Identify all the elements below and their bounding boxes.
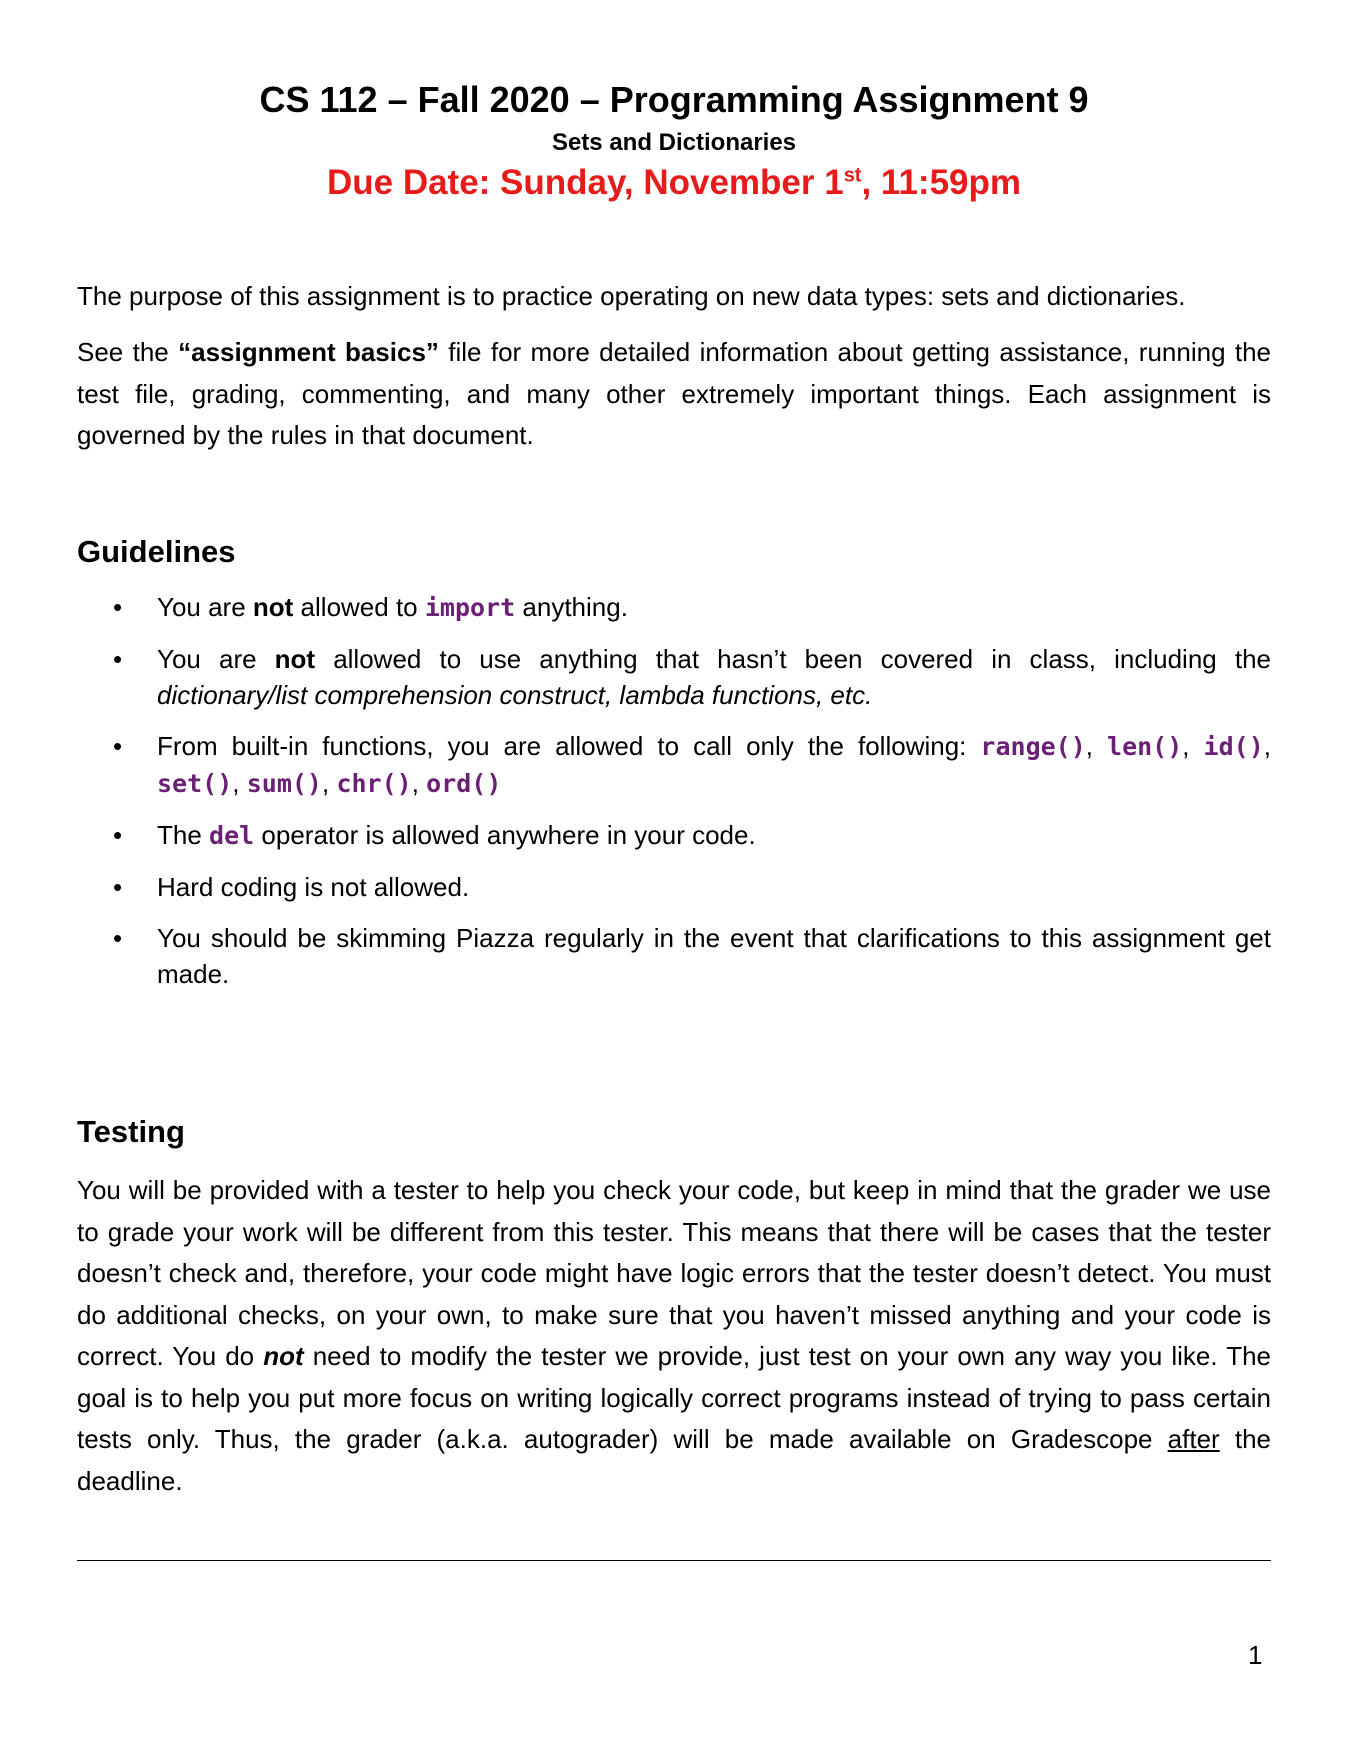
guideline-1-code: import: [424, 593, 516, 622]
bullet-icon: •: [113, 820, 123, 850]
builtin-len: len(): [1107, 732, 1183, 761]
page-number: 1: [1248, 1640, 1263, 1670]
bullet-icon: •: [113, 644, 123, 674]
testing-text-c: the deadline.: [77, 1424, 1271, 1496]
builtin-sep: ,: [411, 768, 427, 798]
guideline-item: [77, 817, 1271, 854]
assignment-subtitle: Sets and Dictionaries: [551, 129, 797, 156]
builtin-chr: chr(): [336, 769, 412, 798]
guideline-2-pre: You are: [157, 644, 275, 674]
basics-pre: See the: [77, 337, 179, 367]
due-date-suffix: , 11:59pm: [861, 163, 1022, 202]
bullet-icon: •: [113, 731, 123, 761]
guideline-1-mid: allowed to: [293, 592, 425, 622]
purpose-paragraph: The purpose of this assignment is to practice operating on new data types: sets and dictionaries.: [77, 281, 1186, 311]
guideline-4-code: del: [209, 821, 255, 850]
guideline-2-bold: not: [274, 644, 316, 674]
guideline-4-pre: The: [157, 820, 210, 850]
guideline-2-italic: dictionary/list comprehension construct, lambda functions, etc.: [157, 680, 873, 710]
guideline-1-pre: You are: [157, 592, 253, 622]
guideline-5-text: Hard coding is not allowed.: [157, 872, 470, 902]
guideline-2-mid: allowed to use anything that hasn’t been covered in class, including the: [315, 644, 1271, 674]
guideline-3-pre: From built-in functions, you are allowed to call only the following:: [157, 731, 981, 761]
builtin-sep: ,: [232, 768, 247, 798]
guideline-item: [77, 589, 1271, 626]
guideline-1-bold: not: [252, 592, 294, 622]
guideline-item: [77, 641, 1271, 713]
guideline-item: [77, 869, 1271, 905]
builtin-sum: sum(): [246, 769, 322, 798]
builtin-range: range(): [980, 732, 1086, 761]
guidelines-heading: Guidelines: [77, 534, 236, 569]
bullet-icon: •: [113, 872, 123, 902]
builtin-ord: ord(): [426, 769, 502, 798]
assignment-title: CS 112 – Fall 2020 – Programming Assignment 9: [259, 79, 1089, 120]
builtin-sep: ,: [1085, 731, 1108, 761]
guideline-1-post: anything.: [515, 592, 628, 622]
bullet-icon: •: [113, 923, 123, 953]
bullet-icon: •: [113, 592, 123, 622]
guideline-4-post: operator is allowed anywhere in your code.: [254, 820, 756, 850]
due-date-ordinal: st: [843, 164, 862, 187]
testing-text-b: need to modify the tester we provide, just test on your own any way you like. The goal is to help you put more focus on writing logically correct programs instead of trying to pass certain tests only. Thus, the grader (a.k.a. autograder) will be made available on Gradescope: [77, 1341, 1271, 1454]
guidelines-list: [77, 589, 1271, 1007]
testing-text-a: You will be provided with a tester to help you check your code, but keep in mind that the grader we use to grade your work will be different from this tester. This means that there will be cases that the tester doesn’t check and, therefore, your code might have logic errors that the tester doesn’t detect. You must do additional checks, on your own, to make sure that you haven’t missed anything and your code is correct. You do: [77, 1175, 1271, 1371]
footer-divider: [77, 1560, 1271, 1561]
builtin-id: id(): [1203, 732, 1264, 761]
basics-bold: “assignment basics”: [178, 337, 439, 367]
due-date-prefix: Due Date: Sunday, November 1: [326, 163, 844, 202]
due-date: [77, 161, 1271, 205]
builtin-sep: ,: [321, 768, 337, 798]
builtin-sep: ,: [1263, 731, 1271, 761]
guideline-6-text: You should be skimming Piazza regularly in the event that clarifications to this assignment get made.: [157, 923, 1271, 989]
basics-paragraph: [77, 332, 1271, 457]
testing-heading: Testing: [77, 1114, 185, 1149]
testing-text-underline: after: [1167, 1424, 1220, 1454]
testing-paragraph: [77, 1170, 1271, 1502]
guideline-item: [77, 920, 1271, 992]
builtin-set: set(): [157, 769, 233, 798]
basics-post: file for more detailed information about getting assistance, running the test file, grading, commenting, and many other extremely important things. Each assignment is governed by the rules in that document.: [77, 337, 1272, 450]
guideline-item: [77, 728, 1271, 802]
testing-text-bold: not: [263, 1341, 304, 1371]
builtin-sep: ,: [1182, 731, 1204, 761]
